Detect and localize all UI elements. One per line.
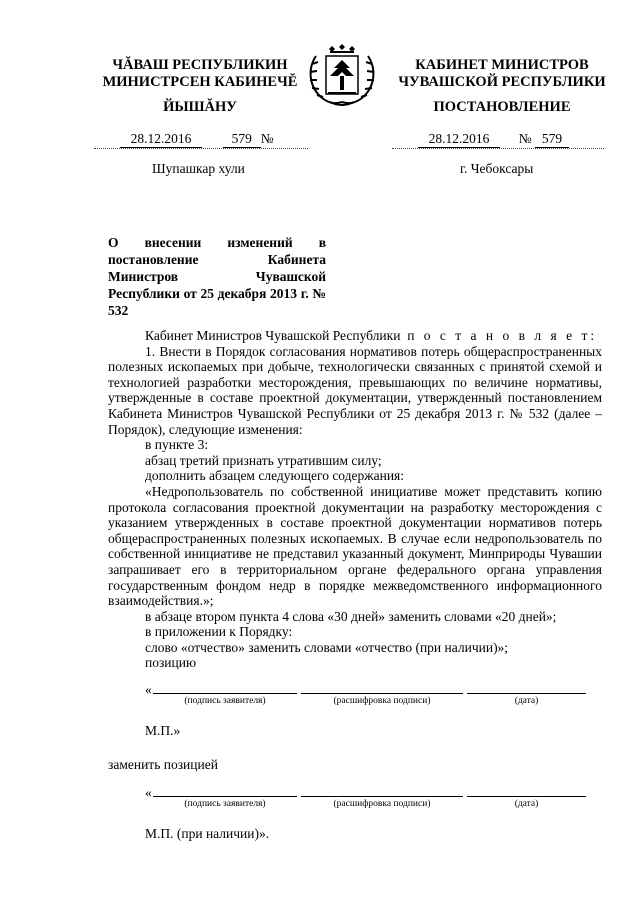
paragraph-2: в пункте 3: xyxy=(145,437,209,453)
chuvashia-emblem-icon xyxy=(300,42,384,110)
document-body xyxy=(108,328,602,671)
sig1-date-line xyxy=(467,693,586,694)
right-registration-rule xyxy=(392,148,604,149)
paragraph-7: в приложении к Порядку: xyxy=(145,624,293,640)
paragraph-8: слово «отчество» заменить словами «отчество (при наличии)»; xyxy=(145,639,509,655)
right-org-line-2: ЧУВАШСКОЙ РЕСПУБЛИКИ xyxy=(398,74,606,90)
document-subject: О внесении изменений в постановление Кабинета Министров Чувашской Республики от 25 декабря 2013 г. № 532 xyxy=(108,235,326,318)
left-date: 28.12.2016 xyxy=(120,131,202,148)
sig2-decode-label: (расшифровка подписи) xyxy=(333,799,431,809)
left-org-name xyxy=(100,57,300,91)
right-number-sign: № xyxy=(518,131,532,146)
left-place: Шупашкар хули xyxy=(152,161,245,176)
left-registration xyxy=(120,131,274,148)
sig2-date-label: (дата) xyxy=(514,799,539,809)
sig2-decode-line xyxy=(301,796,463,797)
paragraph-4: дополнить абзацем следующего содержания: xyxy=(145,468,405,484)
right-org-name xyxy=(392,57,612,91)
sig1-decode-label: (расшифровка подписи) xyxy=(333,696,431,706)
left-number-sign: № xyxy=(260,131,274,146)
right-number: 579 xyxy=(535,131,569,148)
left-number: 579 xyxy=(223,131,261,148)
sig1-open-quote: « xyxy=(145,682,152,697)
right-org-line-1: КАБИНЕТ МИНИСТРОВ xyxy=(415,57,589,73)
paragraph-6: в абзаце втором пункта 4 слова «30 дней» заменить словами «20 дней»; xyxy=(145,608,557,624)
replace-text: заменить позицией xyxy=(108,757,218,772)
paragraph-5: «Недропользователь по собственной инициативе может представить копию протокола согласования проектной документации на разработку месторождения с указанием утвержденных в составе проектной документации нормативов потерь общераспространенных полезных ископаемых. В случае если недропользователь по собственной инициативе не представил указанный документ, Минприроды Чувашии запрашивает его в территориальном органе федерального органа управления государственным фондом недр в порядке межведомственного информационного взаимодействия.»; xyxy=(108,483,602,609)
right-date: 28.12.2016 xyxy=(418,131,500,148)
sig2-date-line xyxy=(467,796,586,797)
paragraph-9: позицию xyxy=(145,655,197,671)
right-registration xyxy=(418,131,569,148)
right-doc-type: ПОСТАНОВЛЕНИЕ xyxy=(433,99,571,115)
preamble xyxy=(108,328,602,344)
preamble-org: Кабинет Министров Чувашской Республики xyxy=(145,328,401,343)
paragraph-3: абзац третий признать утратившим силу; xyxy=(145,452,382,468)
paragraph-1: 1. Внести в Порядок согласования нормативов потерь общераспространенных полезных ископаемых при добыче, технологически связанных с принятой схемой и технологией разработки месторождения, превышающих по величине нормативы, утвержденные в составе проектной документации, утвержденный постановлением Кабинета Министров Чувашской Республики от 25 декабря 2013 г. № 532 (далее – Порядок), следующие изменения: xyxy=(108,343,602,437)
left-org-line-1: ЧĂВАШ РЕСПУБЛИКИН xyxy=(112,57,288,73)
sig2-seal: М.П. (при наличии)». xyxy=(145,826,270,841)
left-doc-type: ЙЫШĂНУ xyxy=(163,99,237,115)
sig2-signature-label: (подпись заявителя) xyxy=(184,799,266,809)
sig2-signature-line xyxy=(153,796,297,797)
sig1-decode-line xyxy=(301,693,463,694)
sig1-seal: М.П.» xyxy=(145,723,181,738)
sig1-signature-label: (подпись заявителя) xyxy=(184,696,266,706)
right-place: г. Чебоксары xyxy=(460,161,534,176)
sig1-signature-line xyxy=(153,693,297,694)
preamble-verb: п о с т а н о в л я е т: xyxy=(407,328,598,343)
left-org-line-2: МИНИСТРСЕН КАБИНЕЧĔ xyxy=(102,74,298,90)
sig1-date-label: (дата) xyxy=(514,696,539,706)
sig2-open-quote: « xyxy=(145,785,152,800)
left-registration-rule xyxy=(94,148,308,149)
